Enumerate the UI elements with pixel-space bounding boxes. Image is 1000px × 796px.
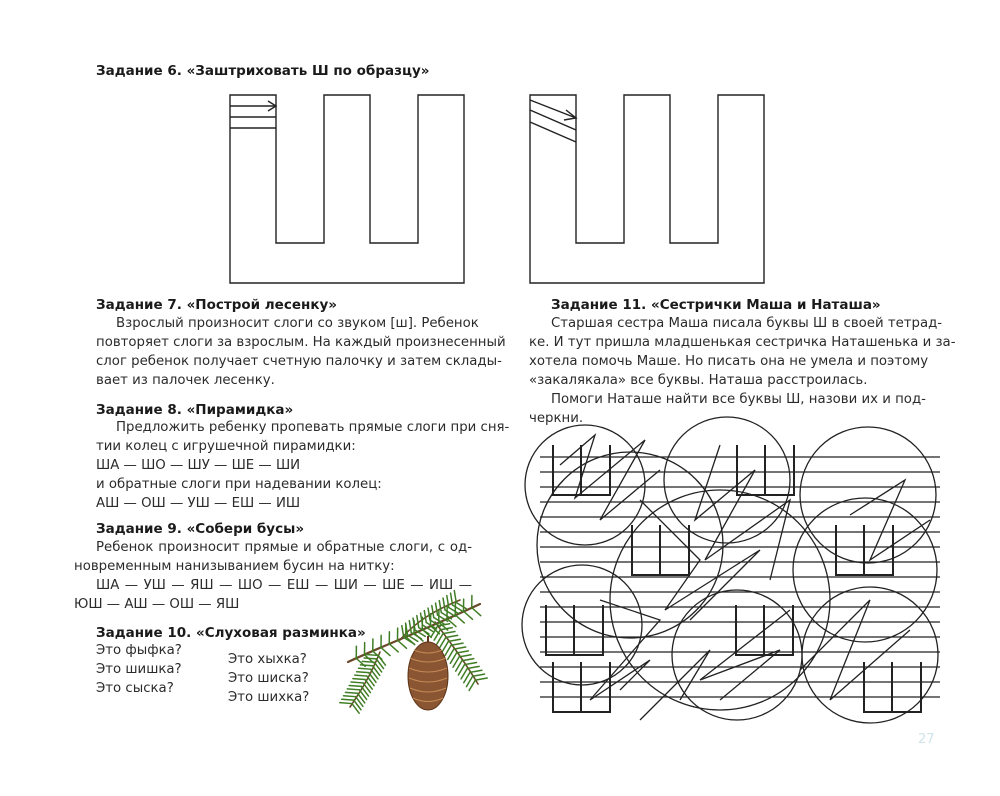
- notebook-lines: [540, 457, 940, 697]
- scribble-circles: [522, 417, 938, 723]
- task8-line: и обратные слоги при надевании колец:: [96, 477, 382, 492]
- task8-syllables: АШ — ОШ — УШ — ЕШ — ИШ: [96, 496, 301, 511]
- task9-syllables: ША — УШ — ЯШ — ШО — ЕШ — ШИ — ШЕ — ИШ —: [96, 578, 472, 593]
- task6-title: Задание 6. «Заштриховать Ш по образцу»: [96, 63, 430, 79]
- task7-line: повторяет слоги за взрослым. На каждый произнесенный: [96, 335, 506, 350]
- task11-line: ке. И тут пришла младшенькая сестричка Наташенька и за-: [529, 335, 956, 350]
- riddle-line: Это сыска?: [96, 681, 174, 696]
- riddle-line: Это шихка?: [228, 690, 310, 705]
- task8-title: Задание 8. «Пирамидка»: [96, 402, 294, 418]
- riddle-line: Это шиска?: [228, 671, 309, 686]
- task8-line: тии колец с игрушечной пирамидки:: [96, 439, 356, 454]
- task7-line: слог ребенок получает счетную палочку и затем склады-: [96, 354, 502, 369]
- task11-line: «закалякала» все буквы. Наташа расстроилась.: [529, 373, 868, 388]
- task11-line: Старшая сестра Маша писала буквы Ш в своей тетрад-: [551, 316, 943, 331]
- riddle-line: Это шишка?: [96, 662, 182, 677]
- task11-line: хотела помочь Маше. Но писать она не умела и поэтому: [529, 354, 929, 369]
- task7-title: Задание 7. «Построй лесенку»: [96, 297, 338, 313]
- task9-title: Задание 9. «Собери бусы»: [96, 521, 305, 537]
- task7-line: Взрослый произносит слоги со звуком [ш]. Ребенок: [116, 316, 479, 331]
- task9-line: Ребенок произносит прямые и обратные слоги, с од-: [96, 540, 472, 555]
- task11-line: черкни.: [529, 411, 584, 426]
- page-number: 27: [918, 732, 935, 747]
- task11-line: Помоги Наташе найти все буквы Ш, назови их и под-: [551, 392, 926, 407]
- task8-line: Предложить ребенку пропевать прямые слоги при сня-: [116, 420, 510, 435]
- task11-title: Задание 11. «Сестрички Маша и Наташа»: [551, 297, 881, 313]
- hidden-sha-letters: [546, 445, 921, 712]
- task7-line: вает из палочек лесенку.: [96, 373, 275, 388]
- task9-line: новременным нанизыванием бусин на нитку:: [74, 559, 395, 574]
- task9-syllables: ЮШ — АШ — ОШ — ЯШ: [74, 597, 240, 612]
- riddle-line: Это хыхка?: [228, 652, 307, 667]
- task8-syllables: ША — ШО — ШУ — ШЕ — ШИ: [96, 458, 301, 473]
- riddle-line: Это фыфка?: [96, 643, 182, 658]
- task10-title: Задание 10. «Слуховая разминка»: [96, 625, 366, 641]
